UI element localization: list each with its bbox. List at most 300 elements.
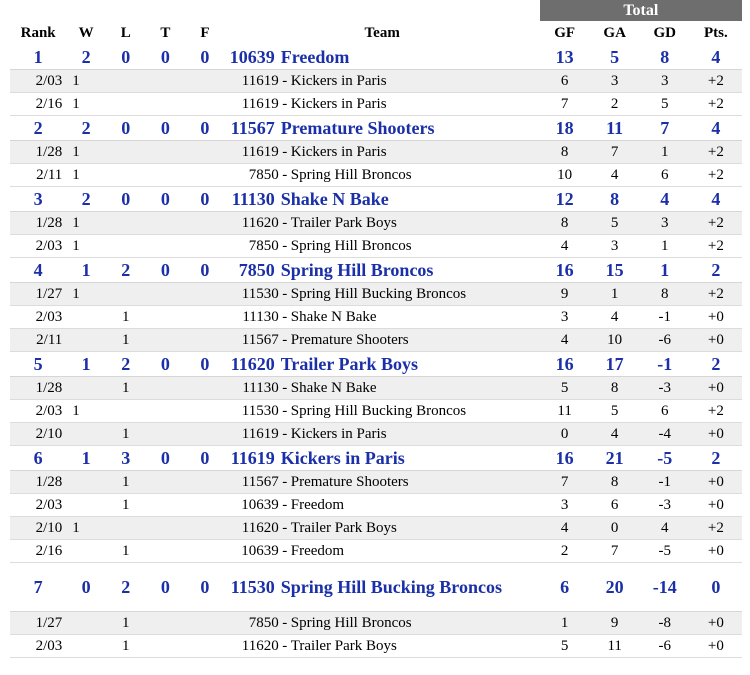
game-row: [10, 540, 742, 563]
team-wins: 2: [66, 116, 106, 141]
team-wins: 0: [66, 563, 106, 612]
team-points: 4: [690, 45, 742, 70]
opponent-id: 11130: [242, 380, 279, 396]
team-ties: 0: [146, 187, 186, 212]
team-rank: 4: [10, 258, 66, 283]
game-forfeit: [185, 494, 225, 517]
game-goals-for: 6: [540, 70, 590, 93]
game-goals-against: 4: [590, 423, 640, 446]
separator: -: [282, 167, 288, 183]
separator: -: [282, 380, 288, 396]
game-goals-against: 5: [590, 212, 640, 235]
team-name-link[interactable]: Trailer Park Boys: [280, 354, 419, 374]
game-tie: [146, 635, 186, 658]
game-goals-against: 7: [590, 141, 640, 164]
game-date: 2/11: [10, 329, 66, 352]
opponent-name-link[interactable]: Premature Shooters: [290, 474, 409, 490]
opponent-id: 11620: [241, 215, 279, 231]
column-header-row: [10, 21, 742, 45]
team-goal-diff: -1: [640, 352, 690, 377]
team-points: 4: [690, 116, 742, 141]
game-forfeit: [185, 612, 225, 635]
opponent-id: 11567: [241, 474, 279, 490]
game-goals-for: 8: [540, 141, 590, 164]
team-ties: 0: [146, 45, 186, 70]
team-id: 11567: [230, 118, 275, 138]
team-forfeits: 0: [185, 116, 225, 141]
opponent-cell: [225, 423, 540, 446]
game-goals-for: 0: [540, 423, 590, 446]
standings-body: [10, 45, 742, 658]
game-win: 1: [66, 283, 106, 306]
game-date: 2/03: [10, 635, 66, 658]
game-tie: [146, 517, 186, 540]
team-goal-diff: 7: [640, 116, 690, 141]
game-loss: [106, 164, 146, 187]
game-goals-for: 5: [540, 377, 590, 400]
game-loss: 1: [106, 377, 146, 400]
game-win: [66, 423, 106, 446]
game-goals-against: 7: [590, 540, 640, 563]
game-win: [66, 306, 106, 329]
opponent-cell: [225, 612, 540, 635]
game-goal-diff: -5: [640, 540, 690, 563]
team-id: 7850: [238, 260, 275, 280]
game-date: 2/03: [10, 70, 66, 93]
game-points: +2: [690, 93, 742, 116]
opponent-name-link[interactable]: Spring Hill Broncos: [290, 167, 412, 183]
game-tie: [146, 235, 186, 258]
game-loss: 1: [106, 306, 146, 329]
game-row: [10, 212, 742, 235]
goal-diff-header: GD: [653, 25, 676, 41]
game-tie: [146, 212, 186, 235]
separator: -: [282, 96, 288, 112]
game-forfeit: [185, 306, 225, 329]
game-goal-diff: 4: [640, 517, 690, 540]
opponent-id: 11567: [241, 332, 279, 348]
team-cell: [225, 352, 540, 377]
game-row: [10, 70, 742, 93]
game-goals-for: 3: [540, 494, 590, 517]
game-date: 2/03: [10, 306, 66, 329]
separator: -: [282, 286, 288, 302]
game-loss: [106, 93, 146, 116]
team-name-link[interactable]: Spring Hill Bucking Broncos: [280, 577, 502, 597]
game-tie: [146, 70, 186, 93]
opponent-name-link[interactable]: Spring Hill Bucking Broncos: [290, 403, 467, 419]
game-win: [66, 329, 106, 352]
opponent-cell: [225, 141, 540, 164]
team-points: 4: [690, 187, 742, 212]
opponent-id: 11619: [241, 426, 279, 442]
game-row: [10, 93, 742, 116]
game-goals-against: 2: [590, 93, 640, 116]
team-losses: 2: [106, 563, 146, 612]
opponent-id: 10639: [241, 497, 279, 513]
opponent-cell: [225, 235, 540, 258]
game-goal-diff: -1: [640, 471, 690, 494]
game-goal-diff: 6: [640, 164, 690, 187]
game-tie: [146, 141, 186, 164]
game-forfeit: [185, 70, 225, 93]
team-ties: 0: [146, 352, 186, 377]
game-forfeit: [185, 235, 225, 258]
game-date: 1/27: [10, 612, 66, 635]
forfeits-header: F: [200, 25, 210, 41]
team-cell: [225, 187, 540, 212]
game-tie: [146, 612, 186, 635]
team-goal-diff: 8: [640, 45, 690, 70]
opponent-name-link[interactable]: Kickers in Paris: [290, 73, 387, 89]
team-row: [10, 563, 742, 612]
team-goals-against: 17: [590, 352, 640, 377]
opponent-id: 7850: [248, 167, 279, 183]
game-row: [10, 423, 742, 446]
team-goals-against: 11: [590, 116, 640, 141]
team-losses: 2: [106, 258, 146, 283]
goals-for-header: GF: [554, 25, 576, 41]
team-rank: 1: [10, 45, 66, 70]
team-row: [10, 187, 742, 212]
game-win: 1: [66, 400, 106, 423]
separator: -: [282, 309, 288, 325]
game-date: 1/28: [10, 377, 66, 400]
team-row: [10, 352, 742, 377]
team-losses: 3: [106, 446, 146, 471]
game-win: 1: [66, 70, 106, 93]
opponent-id: 10639: [241, 543, 279, 559]
game-points: +0: [690, 612, 742, 635]
team-rank: 5: [10, 352, 66, 377]
game-loss: 1: [106, 423, 146, 446]
game-row: [10, 283, 742, 306]
game-forfeit: [185, 400, 225, 423]
game-loss: [106, 235, 146, 258]
game-loss: 1: [106, 635, 146, 658]
opponent-name-link[interactable]: Freedom: [290, 497, 345, 513]
game-goal-diff: -1: [640, 306, 690, 329]
opponent-name-link[interactable]: Trailer Park Boys: [290, 638, 397, 654]
team-goals-for: 12: [540, 187, 590, 212]
game-goals-for: 7: [540, 471, 590, 494]
opponent-cell: [225, 377, 540, 400]
game-points: +0: [690, 635, 742, 658]
game-goal-diff: 1: [640, 235, 690, 258]
team-losses: 0: [106, 116, 146, 141]
rank-header: Rank: [20, 25, 56, 41]
total-header: Total: [540, 0, 742, 21]
team-wins: 1: [66, 446, 106, 471]
ties-header: T: [160, 25, 171, 41]
team-name-link[interactable]: Freedom: [280, 47, 350, 67]
game-forfeit: [185, 329, 225, 352]
game-goals-for: 4: [540, 235, 590, 258]
team-cell: [225, 446, 540, 471]
game-goals-for: 7: [540, 93, 590, 116]
game-win: 1: [66, 93, 106, 116]
game-loss: [106, 400, 146, 423]
opponent-cell: [225, 93, 540, 116]
team-goals-for: 16: [540, 446, 590, 471]
team-forfeits: 0: [185, 258, 225, 283]
team-forfeits: 0: [185, 563, 225, 612]
points-header: Pts.: [704, 25, 728, 41]
game-goals-against: 1: [590, 283, 640, 306]
team-cell: [225, 45, 540, 70]
team-losses: 0: [106, 45, 146, 70]
game-tie: [146, 400, 186, 423]
game-row: [10, 471, 742, 494]
game-tie: [146, 540, 186, 563]
game-points: +0: [690, 423, 742, 446]
opponent-id: 11620: [241, 638, 279, 654]
game-row: [10, 306, 742, 329]
game-row: [10, 612, 742, 635]
game-row: [10, 517, 742, 540]
losses-header: L: [120, 25, 131, 41]
opponent-cell: [225, 400, 540, 423]
game-date: 1/28: [10, 212, 66, 235]
game-tie: [146, 164, 186, 187]
game-goals-against: 10: [590, 329, 640, 352]
team-points: 0: [690, 563, 742, 612]
game-tie: [146, 423, 186, 446]
team-points: 2: [690, 446, 742, 471]
team-points: 2: [690, 352, 742, 377]
opponent-cell: [225, 212, 540, 235]
team-cell: [225, 563, 540, 612]
opponent-name-link[interactable]: Kickers in Paris: [290, 144, 387, 160]
game-forfeit: [185, 423, 225, 446]
game-goal-diff: -3: [640, 494, 690, 517]
game-goals-against: 4: [590, 306, 640, 329]
separator: -: [282, 497, 288, 513]
game-goals-for: 1: [540, 612, 590, 635]
game-win: 1: [66, 517, 106, 540]
opponent-cell: [225, 540, 540, 563]
team-goals-for: 18: [540, 116, 590, 141]
game-row: [10, 141, 742, 164]
opponent-name-link[interactable]: Kickers in Paris: [290, 96, 387, 112]
game-goal-diff: -6: [640, 329, 690, 352]
standings-table: [10, 0, 742, 658]
opponent-cell: [225, 283, 540, 306]
game-date: 2/03: [10, 494, 66, 517]
game-forfeit: [185, 471, 225, 494]
game-date: 1/28: [10, 471, 66, 494]
opponent-id: 7850: [248, 615, 279, 631]
game-points: +2: [690, 164, 742, 187]
game-goals-against: 0: [590, 517, 640, 540]
game-date: 2/10: [10, 423, 66, 446]
game-row: [10, 494, 742, 517]
team-losses: 0: [106, 187, 146, 212]
game-points: +2: [690, 283, 742, 306]
team-losses: 2: [106, 352, 146, 377]
separator: -: [282, 520, 288, 536]
game-date: 2/11: [10, 164, 66, 187]
game-goal-diff: 3: [640, 70, 690, 93]
game-win: [66, 540, 106, 563]
game-loss: 1: [106, 329, 146, 352]
separator: -: [282, 73, 288, 89]
team-id: 10639: [229, 47, 275, 67]
team-rank: 3: [10, 187, 66, 212]
opponent-id: 11530: [241, 403, 279, 419]
game-points: +2: [690, 400, 742, 423]
team-wins: 2: [66, 187, 106, 212]
game-goals-for: 11: [540, 400, 590, 423]
game-loss: 1: [106, 494, 146, 517]
team-id: 11130: [231, 189, 275, 209]
team-ties: 0: [146, 258, 186, 283]
team-forfeits: 0: [185, 352, 225, 377]
game-goal-diff: 3: [640, 212, 690, 235]
game-points: +0: [690, 471, 742, 494]
game-points: +2: [690, 141, 742, 164]
opponent-name-link[interactable]: Premature Shooters: [290, 332, 409, 348]
team-id: 11619: [230, 448, 275, 468]
team-name-link[interactable]: Shake N Bake: [280, 189, 389, 209]
game-tie: [146, 283, 186, 306]
team-rank: 2: [10, 116, 66, 141]
game-tie: [146, 377, 186, 400]
opponent-id: 11619: [241, 73, 279, 89]
game-goal-diff: 8: [640, 283, 690, 306]
opponent-cell: [225, 70, 540, 93]
game-points: +2: [690, 517, 742, 540]
game-win: [66, 635, 106, 658]
game-goal-diff: -6: [640, 635, 690, 658]
opponent-name-link[interactable]: Spring Hill Broncos: [290, 238, 412, 254]
team-name-link[interactable]: Spring Hill Broncos: [280, 260, 434, 280]
game-win: [66, 471, 106, 494]
game-forfeit: [185, 164, 225, 187]
game-loss: [106, 283, 146, 306]
team-goal-diff: -14: [640, 563, 690, 612]
team-goals-against: 8: [590, 187, 640, 212]
game-goals-for: 8: [540, 212, 590, 235]
team-id: 11620: [230, 354, 275, 374]
team-wins: 2: [66, 45, 106, 70]
team-goals-against: 21: [590, 446, 640, 471]
team-forfeits: 0: [185, 45, 225, 70]
game-date: 2/03: [10, 235, 66, 258]
opponent-cell: [225, 471, 540, 494]
game-tie: [146, 306, 186, 329]
team-row: [10, 446, 742, 471]
game-tie: [146, 471, 186, 494]
game-points: +0: [690, 494, 742, 517]
separator: -: [282, 474, 288, 490]
team-id: 11530: [230, 577, 275, 597]
game-date: 2/16: [10, 540, 66, 563]
game-goal-diff: 5: [640, 93, 690, 116]
game-forfeit: [185, 540, 225, 563]
game-forfeit: [185, 141, 225, 164]
game-goals-for: 9: [540, 283, 590, 306]
game-loss: [106, 70, 146, 93]
opponent-name-link[interactable]: Freedom: [290, 543, 345, 559]
game-goal-diff: 1: [640, 141, 690, 164]
game-goals-against: 4: [590, 164, 640, 187]
game-win: [66, 612, 106, 635]
separator: -: [282, 543, 288, 559]
team-rank: 6: [10, 446, 66, 471]
game-goals-for: 2: [540, 540, 590, 563]
opponent-id: 11130: [242, 309, 279, 325]
team-goals-for: 16: [540, 258, 590, 283]
team-goal-diff: 4: [640, 187, 690, 212]
opponent-name-link[interactable]: Kickers in Paris: [290, 426, 387, 442]
team-rank: 7: [10, 563, 66, 612]
game-tie: [146, 329, 186, 352]
game-goal-diff: -8: [640, 612, 690, 635]
game-points: +2: [690, 235, 742, 258]
game-goals-against: 5: [590, 400, 640, 423]
game-points: +0: [690, 377, 742, 400]
game-win: [66, 494, 106, 517]
opponent-name-link[interactable]: Trailer Park Boys: [290, 215, 397, 231]
team-ties: 0: [146, 116, 186, 141]
team-goals-for: 13: [540, 45, 590, 70]
game-forfeit: [185, 93, 225, 116]
game-points: +0: [690, 540, 742, 563]
opponent-name-link[interactable]: Shake N Bake: [290, 309, 377, 325]
separator: -: [282, 403, 288, 419]
team-cell: [225, 258, 540, 283]
team-goals-for: 6: [540, 563, 590, 612]
opponent-name-link[interactable]: Trailer Park Boys: [290, 520, 397, 536]
team-wins: 1: [66, 352, 106, 377]
game-win: 1: [66, 141, 106, 164]
opponent-name-link[interactable]: Spring Hill Broncos: [290, 615, 412, 631]
opponent-cell: [225, 164, 540, 187]
game-forfeit: [185, 283, 225, 306]
separator: -: [282, 238, 288, 254]
game-tie: [146, 93, 186, 116]
opponent-name-link[interactable]: Shake N Bake: [290, 380, 377, 396]
team-goal-diff: 1: [640, 258, 690, 283]
game-forfeit: [185, 635, 225, 658]
team-name-link[interactable]: Premature Shooters: [280, 118, 435, 138]
game-row: [10, 400, 742, 423]
team-cell: [225, 116, 540, 141]
game-goals-for: 3: [540, 306, 590, 329]
game-goals-for: 4: [540, 517, 590, 540]
team-name-link[interactable]: Kickers in Paris: [280, 448, 405, 468]
game-goal-diff: -3: [640, 377, 690, 400]
team-ties: 0: [146, 446, 186, 471]
wins-header: W: [78, 25, 94, 41]
opponent-id: 7850: [248, 238, 279, 254]
opponent-name-link[interactable]: Spring Hill Bucking Broncos: [290, 286, 467, 302]
opponent-id: 11530: [241, 286, 279, 302]
game-goals-against: 3: [590, 235, 640, 258]
game-win: [66, 377, 106, 400]
team-header: Team: [364, 25, 400, 41]
separator: -: [282, 638, 288, 654]
team-goals-against: 20: [590, 563, 640, 612]
separator: -: [282, 144, 288, 160]
separator: -: [282, 426, 288, 442]
game-loss: 1: [106, 612, 146, 635]
game-goal-diff: -4: [640, 423, 690, 446]
separator: -: [282, 615, 288, 631]
game-goals-against: 9: [590, 612, 640, 635]
game-win: 1: [66, 235, 106, 258]
